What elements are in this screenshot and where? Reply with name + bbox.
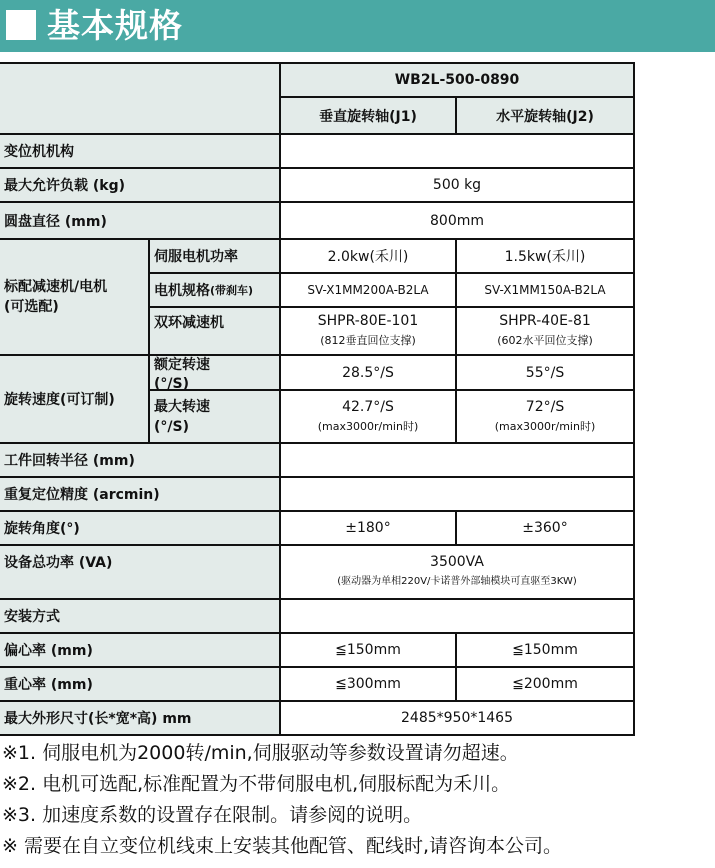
spec-table [0, 62, 715, 736]
mechanism-label: 变位机机构 [4, 144, 74, 160]
max-speed-j1: 42.7°/S (max3000r/min时) [317, 398, 419, 433]
motor-spec-j2: SV-X1MM150A-B2LA [484, 283, 606, 297]
disk-diameter-value: 800mm [430, 212, 484, 229]
center-gravity-j2: ≦200mm [512, 676, 578, 692]
section-title: 基本规格 [47, 6, 183, 45]
max-speed-j2: 72°/S (max3000r/min时) [494, 398, 596, 433]
rotation-angle-j1: ±180° [345, 520, 391, 536]
max-load-label: 最大允许负载 (kg) [4, 178, 126, 194]
double-reducer-j2: SHPR-40E-81 (602水平回位支撑) [497, 313, 593, 347]
footnote: ※ 需要在自立变位机线束上安装其他配管、配线时,请咨询本公司。 [2, 835, 563, 857]
motor-spec-label: 电机规格 (带刹车) [154, 283, 254, 299]
section-header [0, 0, 715, 52]
model-name: WB2L-500-0890 [394, 72, 520, 88]
work-radius-label: 工件回转半径 (mm) [4, 453, 135, 469]
center-gravity-label: 重心率 (mm) [4, 677, 93, 693]
rated-speed-j2: 55°/S [525, 364, 565, 381]
footnotes [2, 738, 715, 862]
axis-j1-header: 垂直旋转轴(J1) [319, 108, 417, 125]
rated-speed-label: 额定转速 (°/S) [154, 357, 210, 389]
rated-speed-j1: 28.5°/S [342, 364, 394, 381]
footnote: ※3. 加速度系数的设置存在限制。请参阅的说明。 [2, 804, 423, 826]
axis-j2-header: 水平旋转轴(J2) [496, 108, 594, 125]
double-reducer-label: 双环减速机 [154, 315, 224, 331]
disk-diameter-label: 圆盘直径 (mm) [4, 213, 107, 230]
center-gravity-j1: ≦300mm [335, 676, 401, 692]
dimensions-label: 最大外形尺寸(长*宽*高) mm [4, 711, 192, 727]
dimensions-value: 2485*950*1465 [401, 710, 513, 726]
max-speed-label: 最大转速 (°/S) [154, 398, 210, 435]
double-reducer-j1: SHPR-80E-101 (812垂直回位支撑) [317, 313, 419, 347]
eccentricity-j1: ≦150mm [335, 642, 401, 658]
max-load-value: 500 kg [432, 177, 482, 193]
servo-power-j1: 2.0kw(禾川) [327, 249, 409, 265]
motor-spec-j1: SV-X1MM200A-B2LA [307, 283, 429, 297]
footnote: ※2. 电机可选配,标准配置为不带伺服电机,伺服标配为禾川。 [2, 773, 511, 795]
rotation-angle-label: 旋转角度(°) [4, 521, 80, 537]
total-power-label: 设备总功率 (VA) [4, 555, 113, 571]
header-square-icon [6, 10, 36, 40]
reducer-group-label: 标配减速机/电机 (可选配) [4, 279, 108, 315]
eccentricity-j2: ≦150mm [512, 642, 578, 658]
total-power-value: 3500VA (驱动器为单相220V/卡诺普外部轴模块可直驱至3KW) [337, 554, 577, 587]
rotation-angle-j2: ±360° [522, 520, 568, 536]
mount-label: 安装方式 [4, 609, 60, 625]
speed-group-label: 旋转速度(可订制) [4, 392, 115, 408]
eccentricity-label: 偏心率 (mm) [4, 643, 93, 659]
footnote: ※1. 伺服电机为2000转/min,伺服驱动等参数设置请勿超速。 [2, 742, 519, 764]
servo-power-j2: 1.5kw(禾川) [504, 249, 586, 265]
repeat-precision-label: 重复定位精度 (arcmin) [4, 487, 160, 503]
servo-power-label: 伺服电机功率 [154, 249, 238, 265]
